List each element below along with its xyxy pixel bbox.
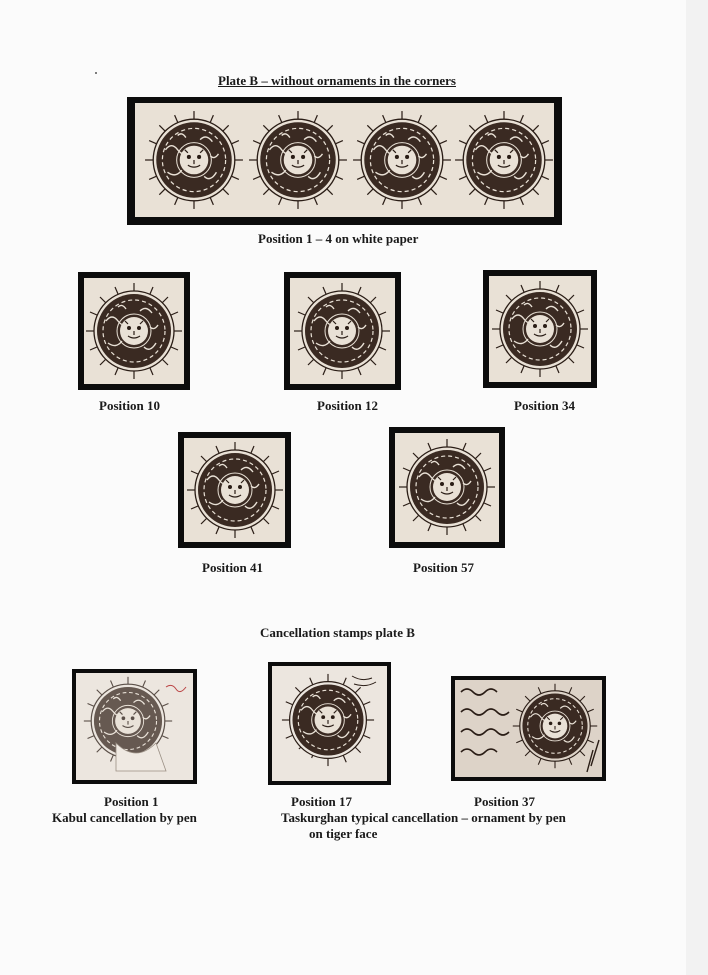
pen-cancellation-icon (272, 666, 387, 781)
cancel-note: on tiger face (309, 826, 378, 841)
stamp-paper (76, 673, 193, 780)
stamp-paper (84, 278, 184, 384)
stamp-paper (290, 278, 395, 384)
single-label: Position 57 (413, 560, 475, 575)
stamp-paper (455, 680, 602, 777)
cancel-label: Position 37 (474, 794, 536, 809)
single-mount (483, 270, 597, 388)
pen-cancellation-icon (76, 673, 193, 780)
single-mount (284, 272, 401, 390)
single-mount (78, 272, 190, 390)
cancel-note: Kabul cancellation by pen (52, 810, 197, 825)
cancelled-mount (268, 662, 391, 785)
page-title: Plate B – without ornaments in the corners (218, 73, 456, 88)
paper-mark (95, 72, 97, 74)
stamp-paper (489, 276, 591, 382)
tiger-stamp-icon (292, 281, 392, 381)
tiger-stamp-icon (247, 109, 349, 211)
strip-mount (127, 97, 562, 225)
single-mount (178, 432, 291, 548)
single-mount (389, 427, 505, 548)
tiger-stamp-icon (185, 440, 285, 540)
stamp-paper (395, 433, 499, 542)
tiger-stamp-icon (490, 279, 590, 379)
cancellation-heading: Cancellation stamps plate B (260, 625, 415, 640)
stamp-paper (184, 438, 285, 542)
cancelled-mount (451, 676, 606, 781)
strip-paper (135, 103, 554, 217)
cancel-note: Taskurghan typical cancellation – ornament by pen (281, 810, 566, 825)
cancel-label: Position 17 (291, 794, 353, 809)
stamp-paper (272, 666, 387, 781)
tiger-stamp-icon (511, 682, 599, 770)
strip-caption: Position 1 – 4 on white paper (258, 231, 419, 246)
tiger-stamp-icon (143, 109, 245, 211)
single-label: Position 10 (99, 398, 161, 413)
page-edge (686, 0, 708, 975)
tiger-stamp-icon (351, 109, 453, 211)
single-label: Position 34 (514, 398, 576, 413)
single-label: Position 12 (317, 398, 379, 413)
single-label: Position 41 (202, 560, 264, 575)
tiger-stamp-icon (397, 437, 497, 537)
tiger-stamp-icon (84, 281, 184, 381)
cancel-label: Position 1 (104, 794, 159, 809)
cancelled-mount (72, 669, 197, 784)
tiger-stamp-icon (453, 109, 555, 211)
